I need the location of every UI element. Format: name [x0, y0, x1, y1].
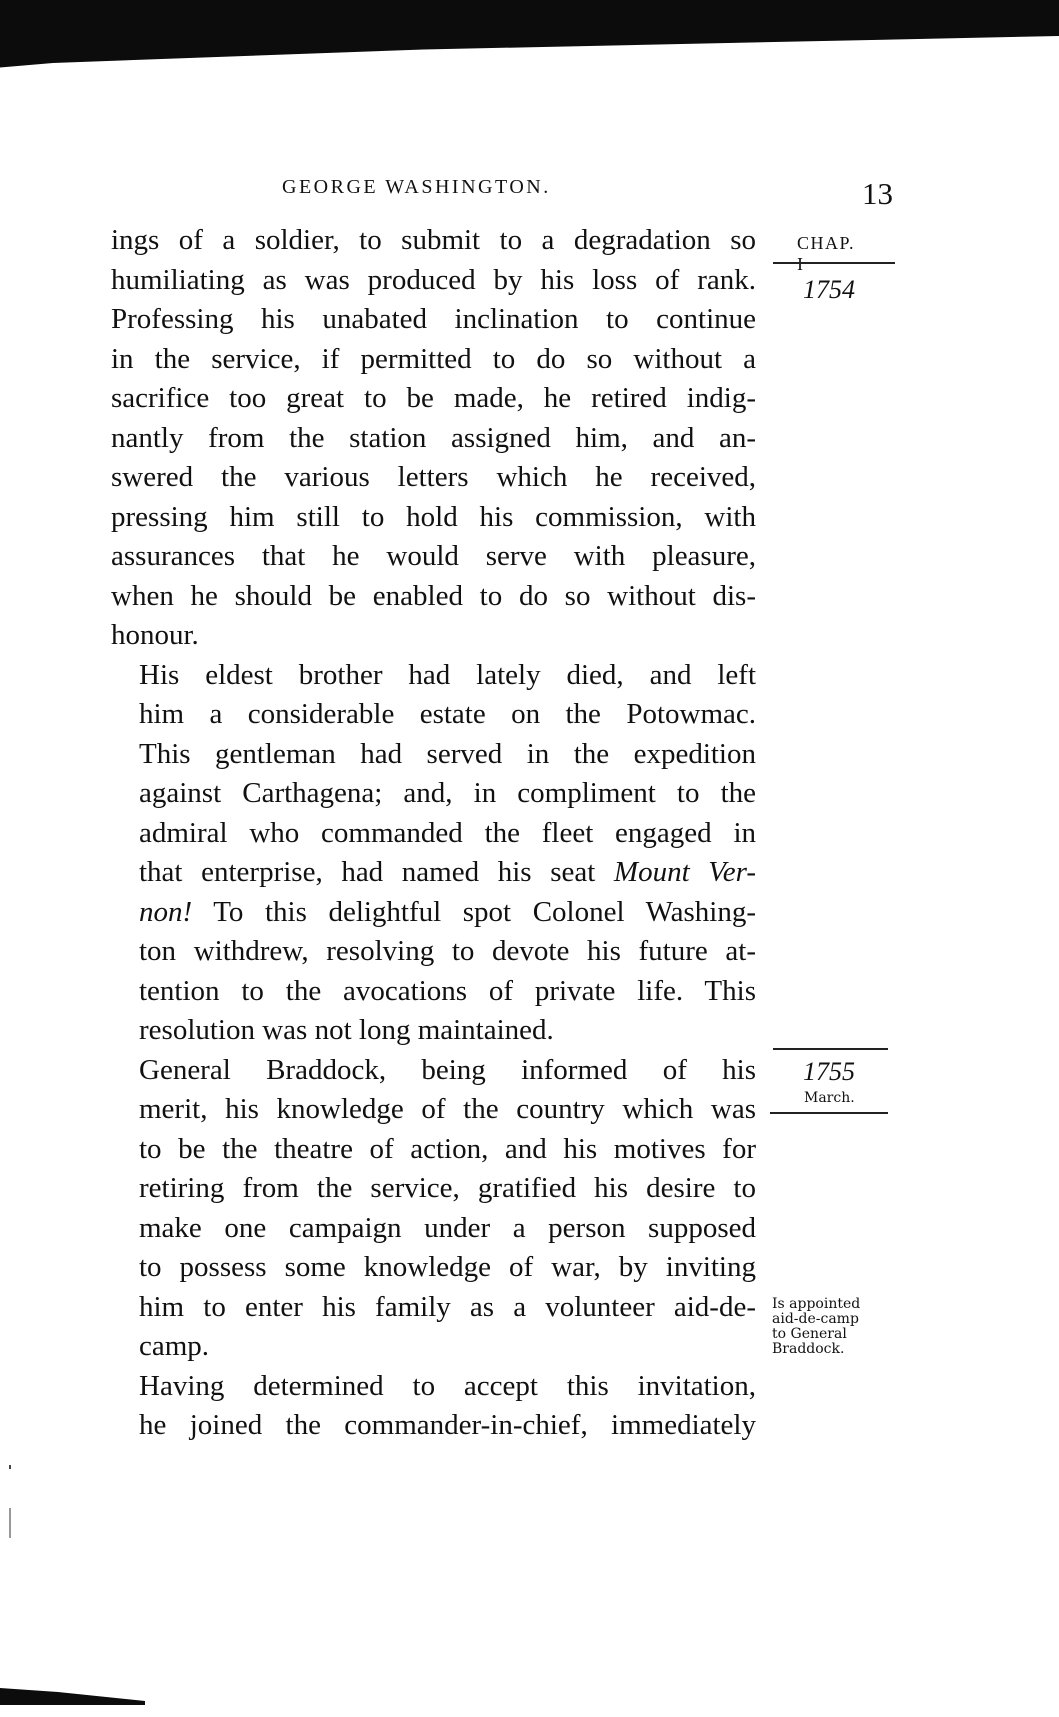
margin-rule	[770, 1112, 888, 1114]
text-line: honour.	[111, 619, 199, 651]
scan-edge-shadow	[0, 0, 1059, 90]
italic-place-name: non!	[139, 895, 193, 928]
text-line: Having determined to accept this invitation,	[139, 1369, 756, 1402]
side-note-line: Is appointed	[772, 1296, 861, 1312]
text-line	[111, 893, 756, 933]
page-number: 13	[862, 176, 893, 211]
text-line: resolution was not long maintained.	[139, 1014, 554, 1046]
italic-place-name: Mount Ver-	[613, 856, 756, 888]
text-line: when he should be enabled to do so without dis-	[111, 579, 756, 612]
margin-rule	[773, 262, 895, 264]
text-line: make one campaign under a person supposed	[139, 1211, 756, 1244]
text-line: ings of a soldier, to submit to a degradation so	[111, 224, 756, 256]
text-line: admiral who commanded the fleet engaged in	[139, 816, 756, 849]
text-line: retiring from the service, gratified his desire to	[139, 1172, 756, 1204]
paragraph-4	[111, 1367, 756, 1446]
side-note-line: aid-de-camp	[772, 1311, 859, 1327]
text-line: Professing his unabated inclination to continue	[111, 303, 756, 335]
side-note	[772, 1297, 902, 1357]
text-line: against Carthagena; and, in compliment to the	[139, 777, 756, 809]
text-line: sacrifice too great to be made, he retired indig-	[111, 382, 756, 414]
scan-speck	[9, 1465, 11, 1469]
chapter-label: CHAP. I	[797, 233, 856, 274]
text-line: tention to the avocations of private life. This	[139, 974, 756, 1007]
text-line: pressing him still to hold his commission, with	[111, 500, 756, 533]
body-text	[111, 221, 756, 1446]
paragraph-1	[111, 221, 756, 656]
text-line: he joined the commander-in-chief, immediately	[139, 1409, 756, 1441]
text-line: merit, his knowledge of the country which was	[139, 1093, 756, 1125]
text-line: swered the various letters which he received,	[111, 461, 756, 493]
text-line: humiliating as was produced by his loss of rank.	[111, 263, 756, 296]
text-line: This gentleman had served in the expedition	[139, 737, 756, 770]
text-line: to possess some knowledge of war, by inviting	[139, 1251, 756, 1283]
margin-rule	[773, 1048, 888, 1050]
side-note-line: Braddock.	[772, 1341, 845, 1357]
text-fragment: that enterprise, had named his seat	[139, 856, 614, 888]
margin-month: March.	[804, 1090, 855, 1106]
text-line: in the service, if permitted to do so without a	[111, 342, 756, 375]
text-line: assurances that he would serve with pleasure,	[111, 540, 756, 572]
text-line: ton withdrew, resolving to devote his future at-	[139, 935, 756, 967]
running-title: GEORGE WASHINGTON.	[282, 176, 551, 198]
text-line: him to enter his family as a volunteer aid-de-	[139, 1290, 756, 1323]
text-line	[111, 853, 756, 893]
scan-edge-mark	[0, 1685, 145, 1705]
scan-speck	[9, 1508, 11, 1538]
text-line: him a considerable estate on the Potowmac.	[139, 698, 756, 730]
text-line: to be the theatre of action, and his motives for	[139, 1132, 756, 1165]
text-fragment: To this delightful spot Colonel Washing-	[192, 895, 756, 928]
side-note-line: to General	[772, 1326, 847, 1342]
margin-year: 1755	[803, 1057, 855, 1086]
text-line: camp.	[139, 1330, 210, 1362]
text-line: His eldest brother had lately died, and left	[139, 658, 756, 691]
paragraph-2	[111, 656, 756, 1051]
text-line: nantly from the station assigned him, and an-	[111, 421, 756, 454]
margin-year: 1754	[803, 275, 855, 304]
paragraph-3	[111, 1051, 756, 1367]
text-line: General Braddock, being informed of his	[139, 1053, 756, 1086]
